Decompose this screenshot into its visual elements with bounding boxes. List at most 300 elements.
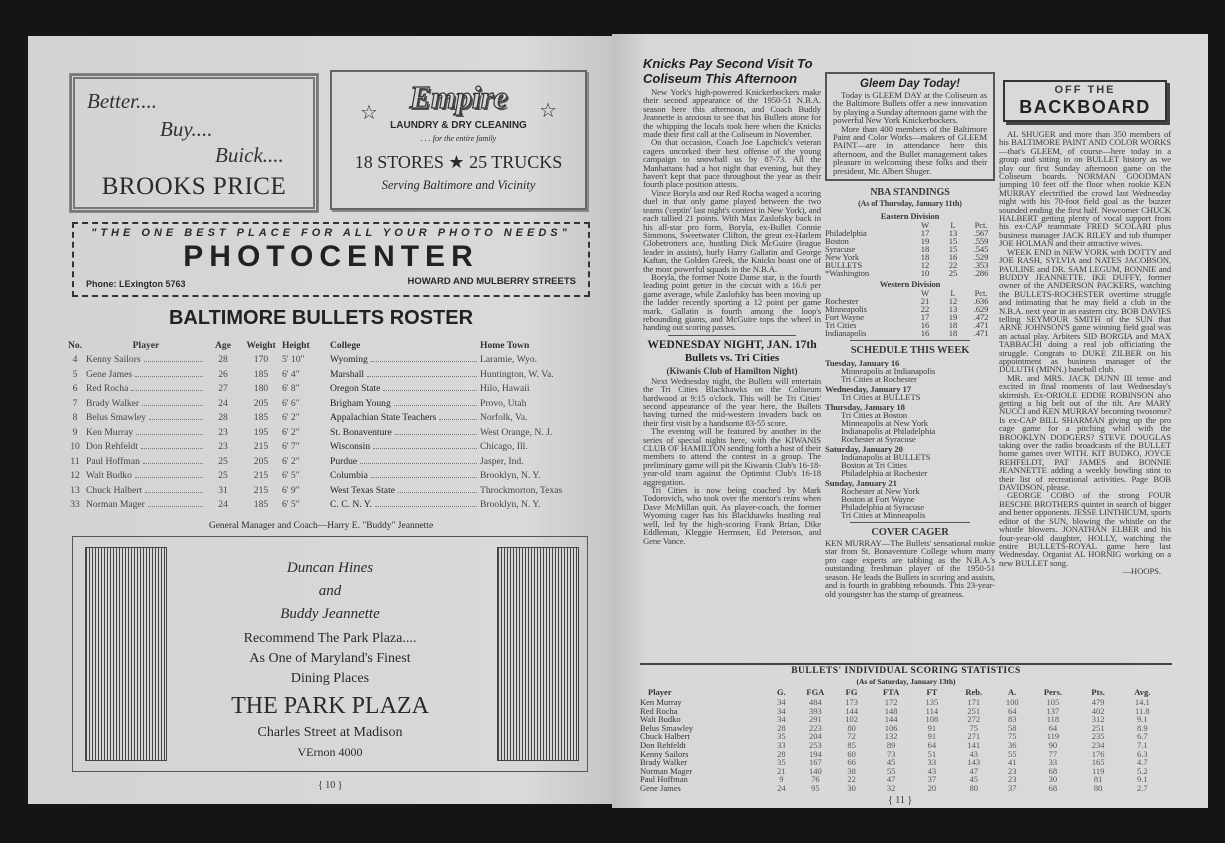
leader-dots: [373, 448, 477, 449]
roster-cell: 6: [72, 383, 78, 395]
backboard-signoff: —HOOPS.: [1122, 566, 1161, 577]
stats-cell: 55: [1007, 748, 1017, 759]
article-kicker: (Kiwanis Club of Hamilton Night): [666, 365, 798, 376]
article-subhead: Bullets vs. Tri Cities: [684, 351, 780, 364]
leader-dots: [383, 390, 477, 391]
standings-cell: 12: [920, 260, 930, 271]
cell-wrap: [330, 383, 480, 394]
stats-cell: Kenny Sailors: [640, 748, 689, 759]
column-header: FTA: [882, 687, 900, 698]
stats-cell: 43: [969, 748, 978, 759]
cell-wrap: [86, 369, 206, 380]
standings-cell: 16: [920, 320, 930, 331]
cell-wrap: [330, 369, 480, 380]
column-header: FGA: [806, 687, 825, 698]
cell-wrap: [86, 485, 206, 496]
stats-cell: 21: [777, 765, 786, 776]
schedule-game: Philadelphia at Syracuse: [841, 502, 925, 513]
leader-dots: [135, 376, 203, 377]
cell-text: Appalachian State Teachers: [330, 412, 437, 424]
division-title: Eastern Division: [880, 211, 940, 222]
paragraph: On that occasion, Coach Joe Lapchick's veteran cagers uncorked their best offense of the young campaign to snowball us by 87-73. All the Manhattans had a hot night that evening, but they haven't kept that pace throughout the year as their fourth place position attests.: [643, 137, 821, 190]
cell-text: Purdue: [330, 455, 358, 467]
roster-cell: 195: [253, 426, 269, 438]
stats-cell: 106: [884, 722, 898, 733]
stats-cell: 34: [777, 705, 786, 716]
roster-cell: [330, 440, 480, 455]
roster-row: [64, 425, 584, 440]
standings-cell: 15: [948, 236, 958, 247]
paragraph: Vince Boryla and our Red Rocha waged a scoring duel in that only game played between the two teams ('ceptin' last night's contest in New York), and each tallied 21 points. With Max Zaslofsky back in his all-star pro form, Boryla, ex-Bullet Connie Simmons, Sweetwater Clifton, the great ex-Harlem Globetrotters ace, hustling Dick McGuire (league leader in assists), burly Harry Gallatin and George Kaftan, the Golden Greek, the Knicks boast one of the most powerful squads in the N.B.A.: [643, 187, 821, 274]
leader-dots: [371, 361, 477, 362]
cell-wrap: [330, 398, 480, 409]
cell-text: Marshall: [330, 368, 365, 380]
division-table: [825, 221, 995, 277]
ad-text: As One of Maryland's Finest: [249, 651, 411, 666]
paragraph: Boryla, the former Notre Dame star, is the fourth leading point getter in the circuit with a 16.6 per game average, while Zaslofsky has been moving up the ladder recently sporting a 12 point per game mark. Gallatin is fourth among the loop's rebounding giants, and McGuire tops the wheel in handing out scoring passes.: [643, 271, 821, 333]
stats-cell: 137: [1046, 705, 1060, 716]
standings-cell: 13: [948, 304, 958, 315]
stats-row: [640, 715, 1165, 724]
roster-cell: 6' 7": [282, 441, 300, 453]
stats-cell: 176: [1091, 748, 1105, 759]
roster-cell: 10: [70, 441, 80, 453]
gleem-headline: Gleem Day Today!: [860, 78, 960, 90]
stats-cell: 9.1: [1137, 774, 1148, 785]
stats-cell: 140: [808, 765, 822, 776]
stats-cell: 64: [927, 739, 937, 750]
standings-cell: .472: [973, 312, 989, 323]
stats-cell: 64: [1007, 705, 1017, 716]
cell-text: Kenny Sailors: [86, 354, 141, 366]
stats-cell: 36: [1007, 739, 1017, 750]
ad-subtitle: LAUNDRY & DRY CLEANING: [390, 120, 527, 131]
leader-dots: [131, 390, 203, 391]
roster-cell: Norfolk, Va.: [480, 412, 528, 424]
roster-cell: 4: [72, 354, 78, 366]
cell-text: Walt Budko: [86, 470, 132, 482]
stats-cell: 141: [967, 739, 981, 750]
article-headline: WEDNESDAY NIGHT, JAN. 17th: [647, 338, 817, 351]
standings-cell: 16: [920, 328, 930, 339]
ad-text: Buddy Jeannette: [280, 606, 380, 622]
stats-cell: 223: [808, 722, 822, 733]
roster-cell: 6' 2": [282, 455, 300, 467]
cell-text: St. Bonaventure: [330, 426, 392, 438]
roster-row: [64, 411, 584, 426]
stats-row: [640, 707, 1165, 716]
column-header: Avg.: [1134, 687, 1151, 698]
standings-cell: Fort Wayne: [825, 312, 864, 323]
roster-cell: 215: [253, 484, 269, 496]
roster-cell: 6' 4": [282, 368, 300, 380]
stats-cell: Ken Murray: [640, 697, 682, 707]
stats-cell: 30: [1048, 774, 1058, 785]
stats-cell: 272: [967, 714, 981, 725]
stats-cell: 34: [777, 697, 786, 707]
roster-cell: 23: [218, 426, 228, 438]
schedule-list: [825, 359, 995, 519]
schedule-game: Tri Cities at Rochester: [841, 374, 917, 385]
cell-text: Columbia: [330, 470, 368, 482]
standings-cell: 21: [920, 296, 930, 307]
ad-stats: 18 STORES ★ 25 TRUCKS: [354, 152, 563, 172]
standings-cell: Indianapolis: [825, 328, 867, 339]
paragraph: WEEK END in NEW YORK with DOTTY and JOE RASH, SYLVIA and NATES JACOBSON, PAULINE and DR. SAM LEGUM, BONNIE and BUDDY JEANNETTE. IKE DUFFY, former owner of the ANDERSON PACKERS, watching the BULLETS-ROCHESTER overtime struggle and intimating that he may field a club in the N.B.A. next year in an eastern city. BOB DAVIES telling SEYMOUR SMITH of the SUN that ARNE JOHNSON'S game winning field goal was an actual play. Arbiters SID BORGIA and MAX TABBACHI doing a real job officiating the struggle. Congrats to DUKE ZILBER on his appointment as business manager of the DULUTH (MINN.) baseball club.: [999, 246, 1171, 375]
stats-cell: 64: [1048, 722, 1058, 733]
stats-cell: 37: [1007, 782, 1017, 793]
roster-cell: 24: [218, 499, 228, 511]
leader-dots: [141, 448, 203, 449]
roster-row: [64, 396, 584, 411]
roster-cell: 26: [218, 368, 228, 380]
backboard-header: [1003, 80, 1167, 122]
schedule-game: Rochester at New York: [841, 486, 920, 497]
cell-text: Brady Walker: [86, 397, 140, 409]
paragraph: Today is GLEEM DAY at the Coliseum as the Baltimore Bullets offer a new innovation by playing a Sunday afternoon game with the powerful New York Knickerbockers.: [833, 90, 987, 126]
roster-cell: [86, 367, 206, 382]
stats-cell: 9: [779, 774, 784, 785]
roster-cell: [86, 454, 206, 469]
roster-title: BALTIMORE BULLETS ROSTER: [168, 307, 474, 329]
stats-cell: 484: [808, 697, 822, 707]
schedule-game: Boston at Tri Cities: [841, 460, 907, 471]
column-header: Pers.: [1043, 687, 1062, 698]
leader-dots: [149, 419, 203, 420]
cell-wrap: [86, 354, 206, 365]
stats-row: [640, 698, 1165, 707]
cell-wrap: [86, 383, 206, 394]
stats-cell: 6.7: [1137, 731, 1148, 742]
leader-dots: [148, 506, 203, 507]
paragraph: GEORGE COBO of the strong FOUR BESCHE BROTHERS quintet in search of bigger and better opponents. JESSE LINTHICUM, sports editor of the SUN, blowing the whistle on the whistle blowers. JONATHAN ELBER and his four-year-old daughter, HOLLY, watching the entire BULLETS-ROYAL game here last Wednesday. Organist AL HORNIG working on a new BULLET song.: [999, 490, 1171, 568]
stats-cell: Red Rocha: [640, 705, 678, 716]
stats-cell: 6.3: [1137, 748, 1148, 759]
stats-cell: 35: [777, 757, 786, 768]
stats-cell: 43: [927, 765, 937, 776]
paragraph: More than 400 members of the Baltimore Paint and Color Works—makers of GLEEM PAINT—are in attendance here this afternoon, and the Bullet management takes pleasure in welcoming these folks and their president, Mr. Albert Shuger.: [833, 123, 987, 176]
schedule-game: Indianapolis at BULLETS: [841, 452, 931, 463]
stats-cell: 173: [845, 697, 858, 707]
standings-cell: 19: [920, 236, 930, 247]
roster-cell: 185: [253, 499, 269, 511]
roster-cell: [86, 382, 206, 397]
schedule-day: Wednesday, January 17: [825, 384, 911, 395]
schedule-game: Tri Cities at BULLETS: [841, 392, 921, 403]
stats-cell: 24: [777, 782, 786, 793]
roster-cell: 170: [253, 354, 269, 366]
stats-cell: 33: [927, 757, 937, 768]
standings-cell: .545: [973, 244, 989, 255]
roster-cell: [330, 382, 480, 397]
stats-cell: 8.9: [1137, 722, 1148, 733]
leader-dots: [375, 506, 477, 507]
stats-cell: 47: [886, 774, 896, 785]
stats-cell: 119: [1046, 731, 1060, 742]
roster-cell: Provo, Utah: [480, 397, 527, 409]
page-number: { 11 }: [888, 795, 913, 806]
leader-dots: [394, 405, 477, 406]
roster-cell: 25: [218, 455, 228, 467]
roster-cell: 5: [72, 368, 78, 380]
stats-cell: 51: [927, 748, 937, 759]
roster-cell: 27: [218, 383, 228, 395]
leader-dots: [136, 434, 203, 435]
roster-row: [64, 382, 584, 397]
backboard-body: [999, 130, 1171, 567]
schedule-game: Boston at Fort Wayne: [841, 494, 915, 505]
standings-cell: Tri Cities: [825, 320, 857, 331]
ad-address: HOWARD AND MULBERRY STREETS: [407, 276, 576, 287]
stats-asof: (As of Saturday, January 13th): [856, 677, 956, 686]
ad-phone: VErnon 4000: [297, 745, 363, 759]
cell-wrap: [330, 485, 480, 496]
column-header: G.: [777, 687, 786, 698]
stats-cell: 148: [884, 705, 898, 716]
stats-cell: 167: [808, 757, 822, 768]
column-header: Weight: [246, 339, 276, 351]
stats-cell: 235: [1091, 731, 1105, 742]
roster-cell: 6' 5": [282, 499, 300, 511]
stats-cell: 91: [927, 731, 937, 742]
stats-cell: 58: [1007, 722, 1017, 733]
left-page: [28, 36, 614, 804]
cell-wrap: [86, 427, 206, 438]
paragraph: Tri Cities is now being coached by Mark Todorovich, who took over the mentor's reins when Dave McMillan quit. As player-coach, the former Wyoming cager has his Blackhawks hustling real well, led by the high-scoring Frank Brian, Dike Eddleman, Kleggie Hermsen, Ed Peterson, and Gene Vance.: [643, 485, 821, 546]
ad-brand: PHOTOCENTER: [183, 240, 479, 273]
stats-cell: 251: [967, 705, 981, 716]
roster-row: [64, 440, 584, 455]
stats-cell: 118: [1046, 714, 1060, 725]
roster-table: [64, 338, 584, 512]
roster-cell: 6' 9": [282, 484, 300, 496]
roster-cell: 8: [72, 412, 78, 424]
ad-phone: Phone: LExington 5763: [86, 279, 186, 289]
roster-cell: 180: [253, 383, 269, 395]
roster-cell: [86, 353, 206, 368]
stats-row: [640, 775, 1165, 784]
cell-wrap: [330, 441, 480, 452]
cell-text: Gene James: [86, 368, 133, 380]
stats-cell: 271: [967, 731, 981, 742]
roster-cell: [330, 367, 480, 382]
stats-cell: 204: [808, 731, 822, 742]
standings-cell: .471: [973, 320, 989, 331]
roster-row: [64, 483, 584, 498]
stats-cell: Paul Hoffman: [640, 774, 688, 785]
stats-cell: 171: [967, 697, 981, 707]
cell-wrap: [330, 470, 480, 481]
standings-cell: Rochester: [825, 296, 859, 307]
empire-logo: Empire: [409, 79, 508, 115]
roster-cell: 215: [253, 441, 269, 453]
stats-cell: 14.1: [1134, 697, 1150, 707]
roster-cell: 6' 2": [282, 412, 300, 424]
division-title: Western Division: [879, 279, 941, 290]
stats-cell: 4.7: [1137, 757, 1148, 768]
photocenter-ad: [72, 222, 590, 297]
stats-cell: 172: [884, 697, 898, 707]
cell-text: C. C. N. Y.: [330, 499, 372, 511]
cell-text: Brigham Young: [330, 397, 391, 409]
column-header: W: [920, 220, 929, 231]
ad-text: Buick....: [215, 143, 284, 167]
roster-cell: 13: [70, 484, 80, 496]
backboard-title-top: OFF THE: [1054, 84, 1116, 96]
cell-text: Oregon State: [330, 383, 381, 395]
stats-cell: 80: [1093, 782, 1103, 793]
column-header: FG: [845, 687, 858, 698]
leader-dots: [360, 463, 477, 464]
stats-cell: 33: [777, 739, 786, 750]
stats-cell: Norman Mager: [640, 765, 693, 776]
leader-dots: [367, 376, 477, 377]
ad-text: Recommend The Park Plaza....: [243, 631, 417, 646]
stats-row: [640, 741, 1165, 750]
column-header: Reb.: [965, 687, 983, 698]
roster-cell: 25: [218, 470, 228, 482]
cell-wrap: [86, 412, 206, 423]
cell-wrap: [330, 456, 480, 467]
standings-cell: 16: [948, 252, 958, 263]
stats-cell: 66: [847, 757, 856, 768]
cell-wrap: [330, 427, 480, 438]
cell-wrap: [86, 456, 206, 467]
leader-dots: [145, 492, 203, 493]
stats-cell: 38: [847, 765, 856, 776]
stats-cell: 95: [811, 782, 820, 793]
roster-cell: [86, 469, 206, 484]
roster-cell: 185: [253, 412, 269, 424]
standings-cell: 13: [948, 228, 958, 239]
cell-wrap: [330, 499, 480, 510]
stats-row: [640, 724, 1165, 733]
roster-cell: [330, 498, 480, 513]
standings-cell: 17: [920, 312, 930, 323]
divider: [640, 663, 1172, 665]
stats-cell: 83: [1007, 714, 1017, 725]
stats-cell: 5.2: [1137, 765, 1148, 776]
stats-cell: 165: [1091, 757, 1105, 768]
standings-cell: Philadelphia: [825, 228, 867, 239]
stats-cell: 76: [811, 774, 820, 785]
schedule-game: Tri Cities at Boston: [841, 410, 907, 421]
empire-laundry-ad: [330, 70, 587, 210]
gleem-box: [825, 72, 995, 181]
schedule-day: Saturday, January 20: [825, 444, 903, 455]
stats-cell: 33: [1048, 757, 1058, 768]
standings-table: [825, 211, 995, 337]
cell-wrap: [86, 398, 206, 409]
stats-cell: 85: [847, 739, 856, 750]
standings-cell: 12: [948, 296, 958, 307]
roster-cell: 205: [253, 397, 269, 409]
roster-cell: [86, 396, 206, 411]
standings-row: [825, 229, 995, 237]
roster-cell: [330, 353, 480, 368]
roster-cell: 6' 2": [282, 426, 300, 438]
cover-cager-title: COVER CAGER: [871, 527, 949, 539]
schedule-game: Tri Cities at Minneapolis: [841, 510, 926, 521]
stats-cell: 60: [847, 748, 856, 759]
roster-row: [64, 454, 584, 469]
roster-row: [64, 353, 584, 368]
middle-column: [825, 72, 995, 598]
schedule-game: Minneapolis at Indianapolis: [841, 366, 936, 377]
schedule-day: Tuesday, January 16: [825, 358, 900, 369]
roster-cell: 5' 10": [282, 354, 305, 366]
roster-cell: 185: [253, 368, 269, 380]
paragraph: Next Wednesday night, the Bullets will entertain the Tri Cities Blackhawks on the Coliseum hardwood at 9:15 o'clock. This will be Tri Cities' second appearance of the year here, the Bullets having turned the mid-western invaders back on their first visit by a handsome 83-55 score.: [643, 375, 821, 428]
standings-title: NBA STANDINGS: [870, 187, 950, 199]
roster-cell: [330, 454, 480, 469]
column-header: L: [950, 220, 956, 231]
roster-cell: 24: [218, 397, 228, 409]
stats-title: BULLETS' INDIVIDUAL SCORING STATISTICS: [791, 666, 1021, 676]
column-header: Pts.: [1091, 687, 1105, 698]
standings-cell: 15: [948, 244, 958, 255]
stats-cell: 34: [777, 714, 786, 725]
roster-cell: 23: [218, 441, 228, 453]
schedule-game: Philadelphia at Rochester: [841, 468, 928, 479]
standings-cell: New York: [825, 252, 860, 263]
leader-dots: [395, 434, 477, 435]
stats-cell: 102: [845, 714, 858, 725]
standings-cell: 25: [948, 268, 958, 279]
roster-cell: 215: [253, 470, 269, 482]
roster-cell: 11: [70, 455, 80, 467]
roster-cell: 9: [72, 426, 78, 438]
cover-cager-text: KEN MURRAY—The Bullets' sensational rookie star from St. Bonaventure College whom many pro cage experts are tabbing as the N.B.A.'s outstanding freshman player of the 1950-51 season. He leads the Bullets in scoring and assists, and is fourth in grabbing rebounds. This 23-year-old youngster has the stamp of greatness.: [825, 538, 995, 599]
leader-dots: [144, 361, 203, 362]
stats-cell: 80: [847, 722, 856, 733]
star-icon: ☆: [360, 102, 378, 124]
star-icon: ☆: [539, 100, 557, 122]
stats-cell: 90: [1048, 739, 1058, 750]
stats-row: [640, 784, 1165, 793]
stats-cell: 81: [1093, 774, 1103, 785]
paragraph: MR. and MRS. JACK DUNN III tense and excited in final moments of last Wednesday's skirmish. Ex-ORIOLE EDDIE ROBINSON also getting a big belt out of the tilt. Are MARY NUCCI and KEN MURRAY becoming twosome? Is ex-CAP BILL SHARMAN giving up the pro cage game for a pitching whirl with the BROOKLYN DODGERS? STEVE DOUGLAS taking over the radio broadcasts of the BULLET home games over WITH. KIT BUDKO, JOYCE REHFELDT, PAT JAMES and BONNIE JEANNETTE adding a weekly bowling stint to their list of recreational activities. Page BOB DAVIDSON, please.: [999, 372, 1171, 493]
stats-cell: 9.1: [1137, 714, 1148, 725]
roster-cell: [330, 411, 480, 426]
stats-cell: 75: [969, 722, 978, 733]
stats-cell: 45: [969, 774, 978, 785]
roster-cell: [330, 396, 480, 411]
ad-tagline: . . . for the entire family: [420, 134, 497, 143]
roster-cell: [86, 440, 206, 455]
standings-row: [825, 329, 995, 337]
schedule-day: Thursday, January 18: [825, 402, 905, 413]
cell-text: Paul Hoffman: [86, 455, 140, 467]
stats-cell: 91: [927, 722, 937, 733]
ad-text: and: [318, 583, 342, 599]
stats-cell: 68: [1048, 765, 1058, 776]
stats-cell: Gene James: [640, 782, 681, 793]
brooks-price-ad: [70, 74, 318, 212]
stats-cell: 20: [927, 782, 937, 793]
stats-cell: 105: [1046, 697, 1060, 707]
stats-cell: 7.1: [1137, 739, 1148, 750]
column-header: Pct.: [974, 220, 988, 231]
cell-wrap: [330, 354, 480, 365]
standings-cell: .286: [973, 268, 989, 279]
standings-cell: 18: [948, 328, 958, 339]
roster-cell: 7: [72, 397, 78, 409]
stats-row: [640, 758, 1165, 767]
stats-cell: 30: [847, 782, 856, 793]
stats-cell: 89: [886, 739, 896, 750]
stats-cell: 114: [925, 705, 939, 716]
